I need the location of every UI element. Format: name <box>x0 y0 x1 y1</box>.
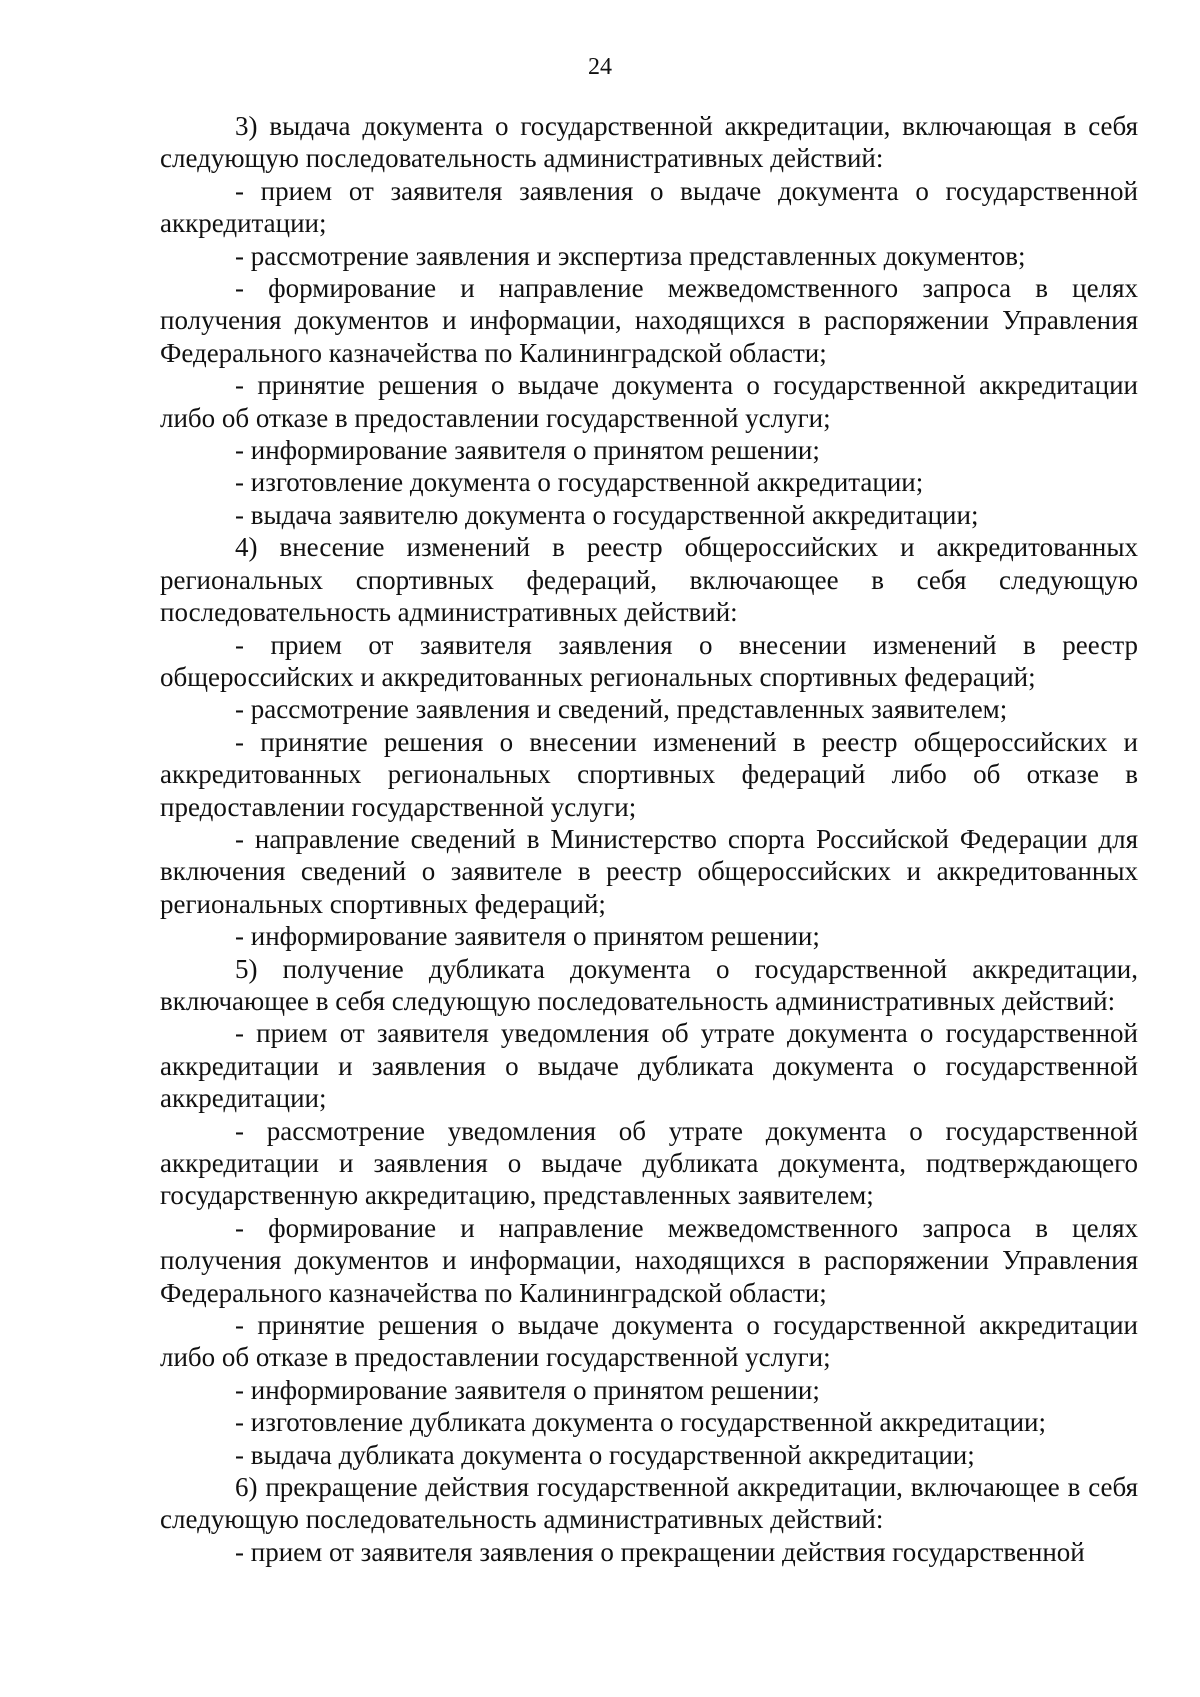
list-item: - информирование заявителя о принятом решении; <box>235 1374 820 1405</box>
list-item: - направление сведений в Министерство спорта Российской Федерации для включения сведений о заявителе в реестр общероссийских и аккредитованных региональных спортивных федераций; <box>160 823 1138 919</box>
paragraph-item-5: 5) получение дубликата документа о государственной аккредитации, включающее в себя следующую последовательность административных действий: <box>160 953 1138 1016</box>
list-item: - принятие решения о выдаче документа о государственной аккредитации либо об отказе в предоставлении государственной услуги; <box>160 370 1138 433</box>
list-item: - прием от заявителя уведомления об утрате документа о государственной аккредитации и заявления о выдаче дубликата документа о государственной аккредитации; <box>160 1018 1138 1114</box>
list-item: - принятие решения о внесении изменений в реестр общероссийских и аккредитованных региональных спортивных федераций либо об отказе в предоставлении государственной услуги; <box>160 726 1138 822</box>
list-item: - изготовление документа о государственной аккредитации; <box>235 467 924 498</box>
list-item: - прием от заявителя заявления о выдаче документа о государственной аккредитации; <box>160 175 1138 239</box>
list-item: - прием от заявителя заявления о внесении изменений в реестр общероссийских и аккредитованных региональных спортивных федераций; <box>160 629 1138 692</box>
paragraph-item-3: 3) выдача документа о государственной аккредитации, включающая в себя следующую последовательность административных действий: <box>160 111 1138 174</box>
list-item: - выдача дубликата документа о государственной аккредитации; <box>235 1439 975 1470</box>
body-text <box>160 110 1138 1568</box>
list-item: - информирование заявителя о принятом решении; <box>235 435 820 466</box>
list-item: - рассмотрение уведомления об утрате документа о государственной аккредитации и заявления о выдаче дубликата документа, подтверждающего государственную аккредитацию, представленных заявителем; <box>160 1115 1138 1211</box>
list-item: - изготовление дубликата документа о государственной аккредитации; <box>235 1407 1046 1438</box>
list-item: - выдача заявителю документа о государственной аккредитации; <box>235 499 979 530</box>
list-item: - информирование заявителя о принятом решении; <box>235 921 820 952</box>
list-item: - формирование и направление межведомственного запроса в целях получения документов и информации, находящихся в распоряжении Управления Федерального казначейства по Калининградской области; <box>160 1212 1138 1308</box>
list-item: - прием от заявителя заявления о прекращении действия государственной <box>235 1536 1085 1567</box>
page-number: 24 <box>588 54 612 80</box>
paragraph-item-6: 6) прекращение действия государственной аккредитации, включающее в себя следующую последовательность административных действий: <box>160 1472 1138 1535</box>
list-item: - формирование и направление межведомственного запроса в целях получения документов и информации, находящихся в распоряжении Управления Федерального казначейства по Калининградской области; <box>160 273 1138 368</box>
paragraph-item-4: 4) внесение изменений в реестр общероссийских и аккредитованных региональных спортивных федераций, включающее в себя следующую последовательность административных действий: <box>160 532 1138 628</box>
list-item: - рассмотрение заявления и экспертиза представленных документов; <box>235 240 1026 271</box>
list-item: - принятие решения о выдаче документа о государственной аккредитации либо об отказе в предоставлении государственной услуги; <box>160 1310 1138 1373</box>
list-item: - рассмотрение заявления и сведений, представленных заявителем; <box>235 694 1008 725</box>
